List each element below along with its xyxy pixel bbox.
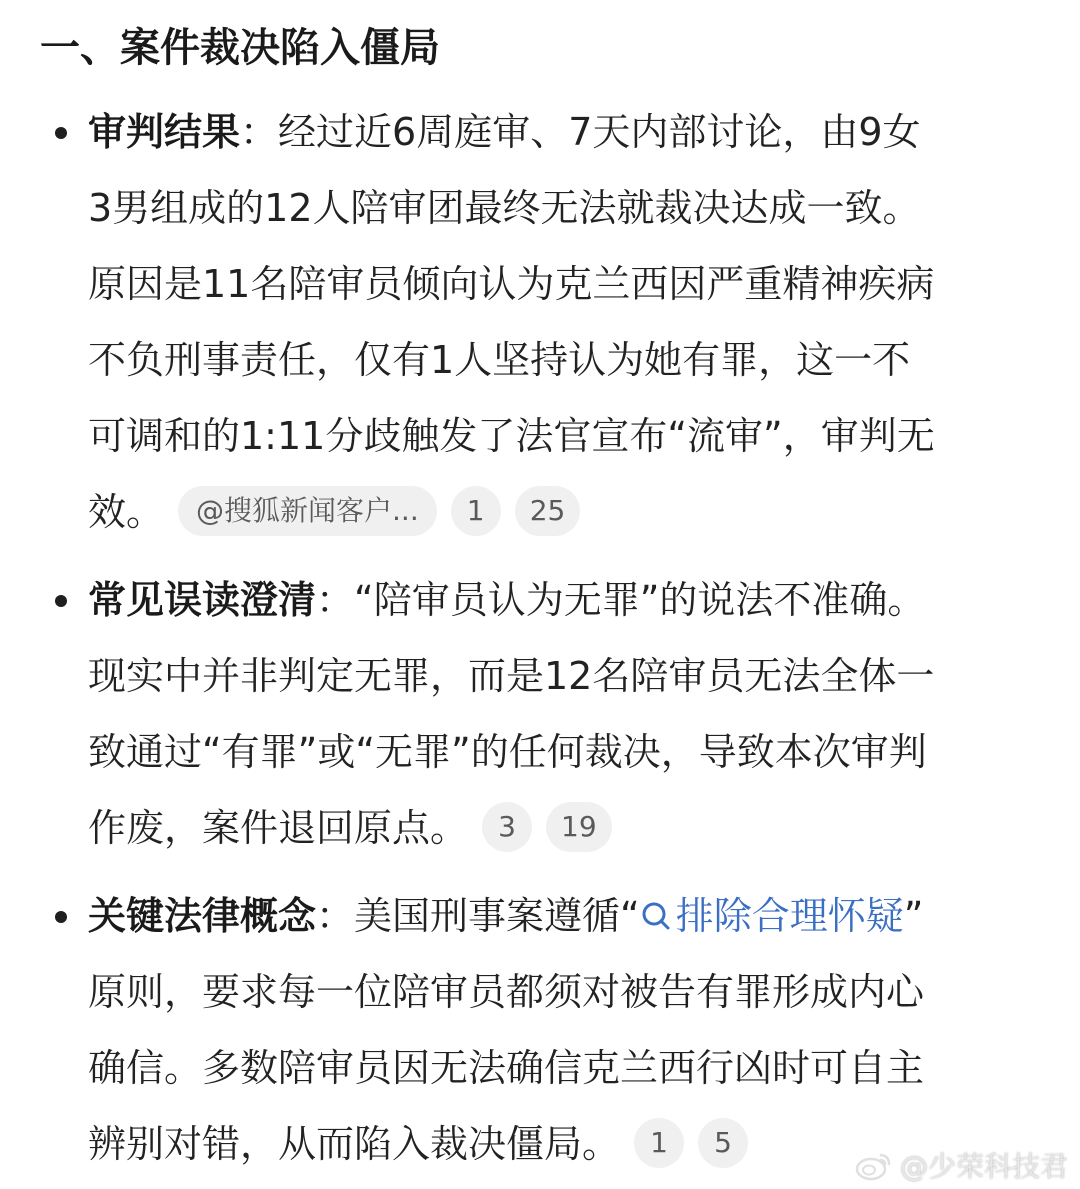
bullet-dot-icon <box>55 127 67 139</box>
text-line: 确信。多数陪审员因无法确信克兰西行凶时可自主 <box>88 1046 925 1090</box>
citation-chip[interactable]: 25 <box>515 486 581 536</box>
bullet-dot-icon <box>55 911 67 923</box>
text-line <box>88 94 1048 170</box>
watermark-text: @少荣科技君 <box>899 1150 1068 1183</box>
bullet-text <box>88 94 1048 550</box>
bullet-label: 常见误读澄清 <box>88 578 317 622</box>
text-line: 不负刑事责任，仅有1人坚持认为她有罪，这一不 <box>88 338 911 382</box>
text-line: 3男组成的12人陪审团最终无法就裁决达成一致。 <box>88 186 921 230</box>
citation-chip[interactable]: 19 <box>546 802 612 852</box>
text-line: 原因是11名陪审员倾向认为克兰西因严重精神疾病 <box>88 262 935 306</box>
citation-chip[interactable]: 5 <box>698 1118 748 1168</box>
text-line: 原则，要求每一位陪审员都须对被告有罪形成内心 <box>88 970 925 1014</box>
bullet-label: 关键法律概念 <box>88 894 317 938</box>
search-icon <box>640 900 672 932</box>
text-line <box>88 474 1048 550</box>
text-line <box>88 878 1048 954</box>
text-segment: ” <box>903 894 924 938</box>
text-segment: 作废，案件退回原点。 <box>88 806 469 850</box>
bullet-text <box>88 878 1048 1182</box>
bullet-label: 审判结果 <box>88 110 241 154</box>
text-segment: ：经过近6周庭审、7天内部讨论，由9女 <box>240 110 921 154</box>
text-line <box>88 562 1048 638</box>
text-line: 现实中并非判定无罪，而是12名陪审员无法全体一 <box>88 654 935 698</box>
citation-chip[interactable]: 1 <box>451 486 501 536</box>
citation-chip[interactable]: 3 <box>482 802 532 852</box>
text-segment: 辨别对错，从而陷入裁决僵局。 <box>88 1122 621 1166</box>
bullet-dot-icon <box>55 595 67 607</box>
search-term-text[interactable]: 排除合理怀疑 <box>675 894 904 938</box>
bullet-text <box>88 562 1048 866</box>
text-line <box>88 790 1048 866</box>
text-segment: ：“陪审员认为无罪”的说法不准确。 <box>316 578 926 622</box>
watermark <box>854 1147 1068 1183</box>
section-title: 一、案件裁决陷入僵局 <box>40 25 440 71</box>
text-segment: ：美国刑事案遵循“ <box>316 894 640 938</box>
text-line: 可调和的1:11分歧触发了法官宣布“流审”，审判无 <box>88 414 935 458</box>
text-line: 致通过“有罪”或“无罪”的任何裁决，导致本次审判 <box>88 730 927 774</box>
weibo-icon <box>854 1149 894 1181</box>
search-term-link[interactable] <box>640 894 904 938</box>
citation-chip[interactable]: 1 <box>634 1118 684 1168</box>
text-segment: 效。 <box>88 490 165 534</box>
source-chip[interactable]: @搜狐新闻客户... <box>178 486 437 536</box>
